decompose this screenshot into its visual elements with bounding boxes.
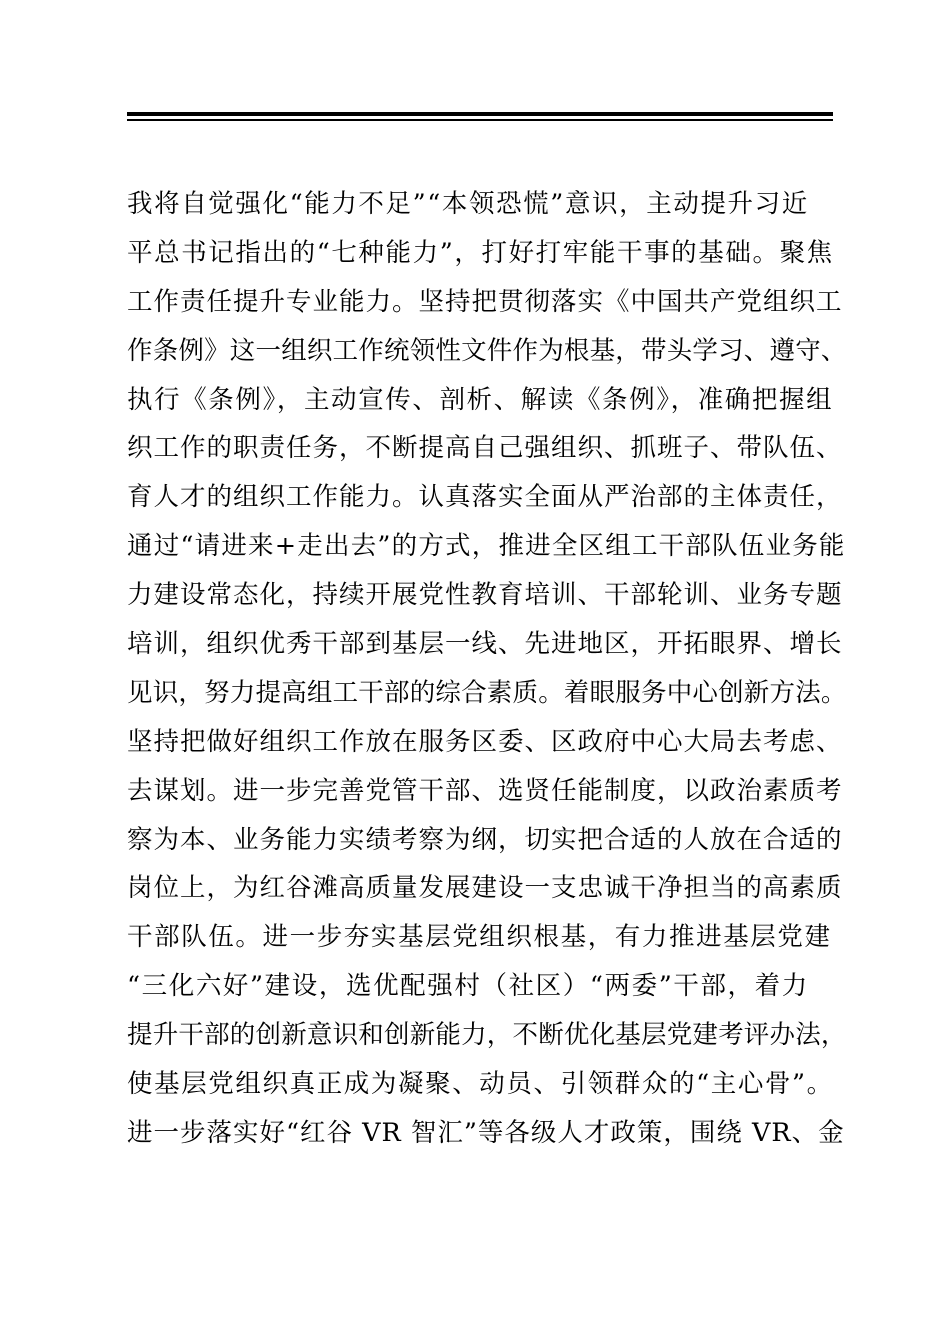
text-line: 坚持把做好组织工作放在服务区委、区政府中心大局去考虑、 xyxy=(127,726,843,757)
text-line: 我将自觉强化“能力不足”“本领恐慌”意识，主动提升习近 xyxy=(127,189,809,219)
text-line: 作条例》这一组织工作统领性文件作为根基，带头学习、遵守、 xyxy=(127,335,847,366)
text-line: 平总书记指出的“七种能力”，打好打牢能干事的基础。聚焦 xyxy=(127,237,834,268)
text-line: 使基层党组织真正成为凝聚、动员、引领群众的“主心骨”。 xyxy=(127,1069,834,1100)
text-line: 执行《条例》，主动宣传、剖析、解读《条例》，准确把握组 xyxy=(127,384,834,415)
text-line: 去谋划。进一步完善党管干部、选贤任能制度，以政治素质考 xyxy=(127,775,843,806)
text-line: 力建设常态化，持续开展党性教育培训、干部轮训、业务专题 xyxy=(127,580,843,611)
text-line: 通过“请进来+走出去”的方式，推进全区组工干部队伍业务能 xyxy=(127,531,846,562)
body-paragraph xyxy=(127,180,847,1158)
header-double-rule xyxy=(127,112,833,122)
text-line: 岗位上，为红谷滩高质量发展建设一支忠诚干净担当的高素质 xyxy=(127,873,843,904)
text-line: “三化六好”建设，选优配强村（社区）“两委”干部，着力 xyxy=(127,971,809,1002)
text-line: 育人才的组织工作能力。认真落实全面从严治部的主体责任， xyxy=(127,482,843,513)
text-line: 工作责任提升专业能力。坚持把贯彻落实《中国共产党组织工 xyxy=(127,286,843,317)
text-line: 进一步落实好“红谷 VR 智汇”等各级人才政策，围绕 VR、金 xyxy=(127,1117,845,1148)
text-line: 察为本、业务能力实绩考察为纲，切实把合适的人放在合适的 xyxy=(127,824,843,855)
text-line: 培训，组织优秀干部到基层一线、先进地区，开拓眼界、增长 xyxy=(127,629,843,660)
text-line: 织工作的职责任务，不断提高自己强组织、抓班子、带队伍、 xyxy=(127,433,843,464)
text-line: 见识，努力提高组工干部的综合素质。着眼服务中心创新方法。 xyxy=(127,677,847,708)
text-line: 提升干部的创新意识和创新能力，不断优化基层党建考评办法， xyxy=(127,1020,847,1051)
header-rule-thin xyxy=(127,119,833,121)
header-rule-thick xyxy=(127,112,833,116)
text-line: 干部队伍。进一步夯实基层党组织根基，有力推进基层党建 xyxy=(127,922,832,953)
